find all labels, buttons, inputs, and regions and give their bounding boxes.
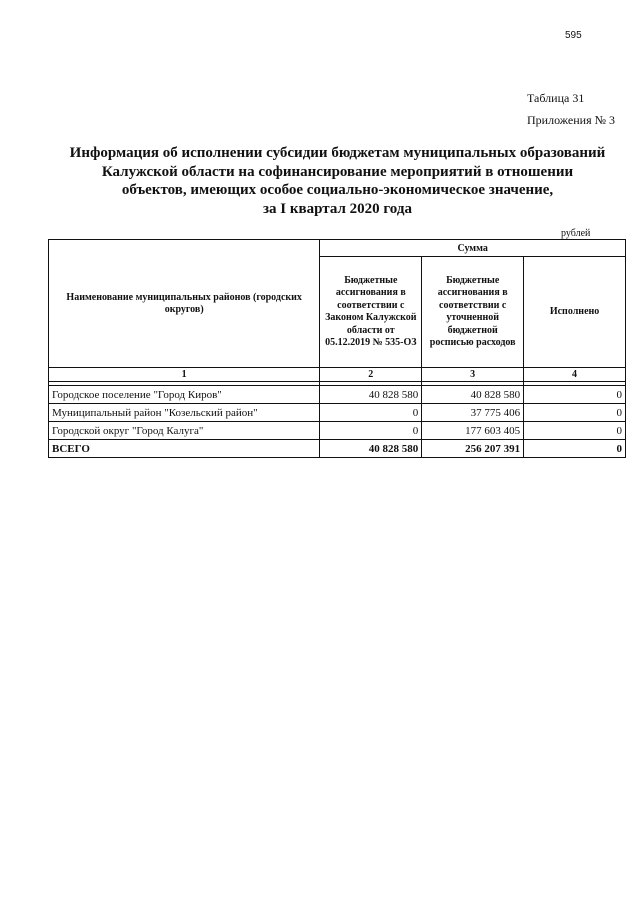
title-line-1: Информация об исполнении субсидии бюджетам муниципальных образований (69, 145, 606, 161)
revised-allocation-value: 37 775 406 (422, 404, 524, 422)
total-label: ВСЕГО (49, 440, 320, 458)
report-table (48, 239, 626, 458)
title-line-3: объектов, имеющих особое социально-экономическое значение, (121, 182, 554, 198)
column-number: 2 (320, 368, 422, 382)
municipality-name: Муниципальный район "Козельский район" (49, 404, 320, 422)
executed-value: 0 (524, 404, 626, 422)
document-title (60, 144, 615, 218)
column-number: 4 (524, 368, 626, 382)
column-number: 3 (422, 368, 524, 382)
table-number: Таблица 31 (527, 91, 585, 105)
municipality-name: Городской округ "Город Калуга" (49, 422, 320, 440)
title-line-2: Калужской области на софинансирование мероприятий в отношении (101, 163, 574, 180)
executed-value: 0 (524, 422, 626, 440)
header-sum: Сумма (320, 240, 626, 257)
revised-allocation-value: 177 603 405 (422, 422, 524, 440)
header-law-allocations: Бюджетные ассигнования в соответствии с Законом Калужской области от 05.12.2019 № 535-ОЗ (320, 257, 422, 368)
units-label: рублей (561, 228, 591, 239)
table-row (49, 404, 626, 422)
page-number: 595 (565, 30, 582, 41)
municipality-name: Городское поселение "Город Киров" (49, 386, 320, 404)
total-law-allocation: 40 828 580 (320, 440, 422, 458)
table-row (49, 386, 626, 404)
column-number: 1 (49, 368, 320, 382)
revised-allocation-value: 40 828 580 (422, 386, 524, 404)
total-revised-allocation: 256 207 391 (422, 440, 524, 458)
total-row (49, 440, 626, 458)
header-executed: Исполнено (524, 257, 626, 368)
column-number-row (49, 368, 626, 382)
header-row-top (49, 240, 626, 257)
law-allocation-value: 0 (320, 422, 422, 440)
title-line-4: за I квартал 2020 года (263, 200, 412, 217)
law-allocation-value: 0 (320, 404, 422, 422)
table-row (49, 422, 626, 440)
law-allocation-value: 40 828 580 (320, 386, 422, 404)
header-name: Наименование муниципальных районов (городских округов) (49, 240, 320, 368)
total-executed: 0 (524, 440, 626, 458)
executed-value: 0 (524, 386, 626, 404)
header-revised-allocations: Бюджетные ассигнования в соответствии с уточненной бюджетной росписью расходов (422, 257, 524, 368)
appendix-reference: Приложения № 3 (527, 113, 616, 127)
